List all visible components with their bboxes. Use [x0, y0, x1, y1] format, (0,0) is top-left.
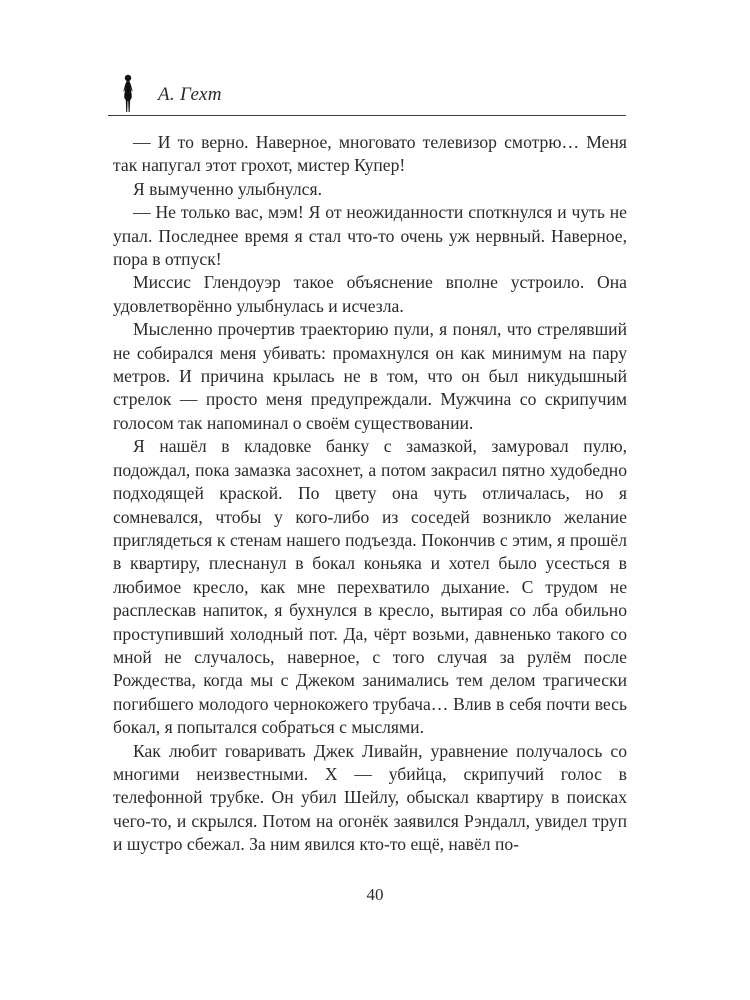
running-header — [108, 70, 626, 116]
paragraph: Как любит говаривать Джек Ливайн, уравнение получалось со многими неизвестными. Х — убийца, скрипучий голос в телефонной трубке. Он убил Шейлу, обыскал квартиру в поисках чего-то, и скрылся. Потом на огонёк заявился Рэндалл, увидел труп и шустро сбежал. За ним явился кто-то ещё, навёл по- — [113, 740, 627, 855]
paragraph: — И то верно. Наверное, многовато телевизор смотрю… Меня так напугал этот грохот, мистер Купер! — [113, 132, 627, 176]
paragraph: Я нашёл в кладовке банку с замазкой, замуровал пулю, подождал, пока замазка засохнет, а потом закрасил пятно худобедно подходящей краской. По цвету она чуть отличалась, но я сомневался, чтобы у кого-либо из соседей возникло желание приглядеться к стенам нашего подъезда. Покончив с этим, я прошёл в квартиру, плеснанул в бокал коньяка и хотел было усесться в любимое кресло, как мне перехватило дыхание. С трудом не расплескав напиток, я бухнулся в кресло, вытирая со лба обильно проступивший холодный пот. Да, чёрт возьми, давненько такого со мной не случалось, наверное, с того случая за рулём после Рождества, когда мы с Джеком занимались тем делом трагически погибшего молодого чернокожего трубача… Влив в себя почти весь бокал, я попытался собраться с мыслями. — [113, 436, 627, 738]
page-body — [113, 131, 627, 857]
paragraph: Я вымученно улыбнулся. — [133, 178, 322, 199]
author-name: А. Гехт — [158, 84, 222, 105]
woman-silhouette-icon — [118, 74, 138, 114]
paragraph: — Не только вас, мэм! Я от неожиданности споткнулся и чуть не упал. Последнее время я стал что-то очень уж нервный. Наверное, пора в отпуск! — [113, 202, 627, 270]
paragraph: Миссис Глендоуэр такое объяснение вполне устроило. Она удовлетворённо улыбнулась и исчезла. — [113, 272, 627, 316]
header-rule — [108, 115, 626, 116]
paragraph: Мысленно прочертив траекторию пули, я понял, что стрелявший не собирался меня убивать: промахнулся он как минимум на пару метров. И причина крылась не в том, что он был никудышный стрелок — просто меня предупреждали. Мужчина со скрипучим голосом так напоминал о своём существовании. — [113, 319, 627, 433]
page-number: 40 — [366, 885, 384, 904]
